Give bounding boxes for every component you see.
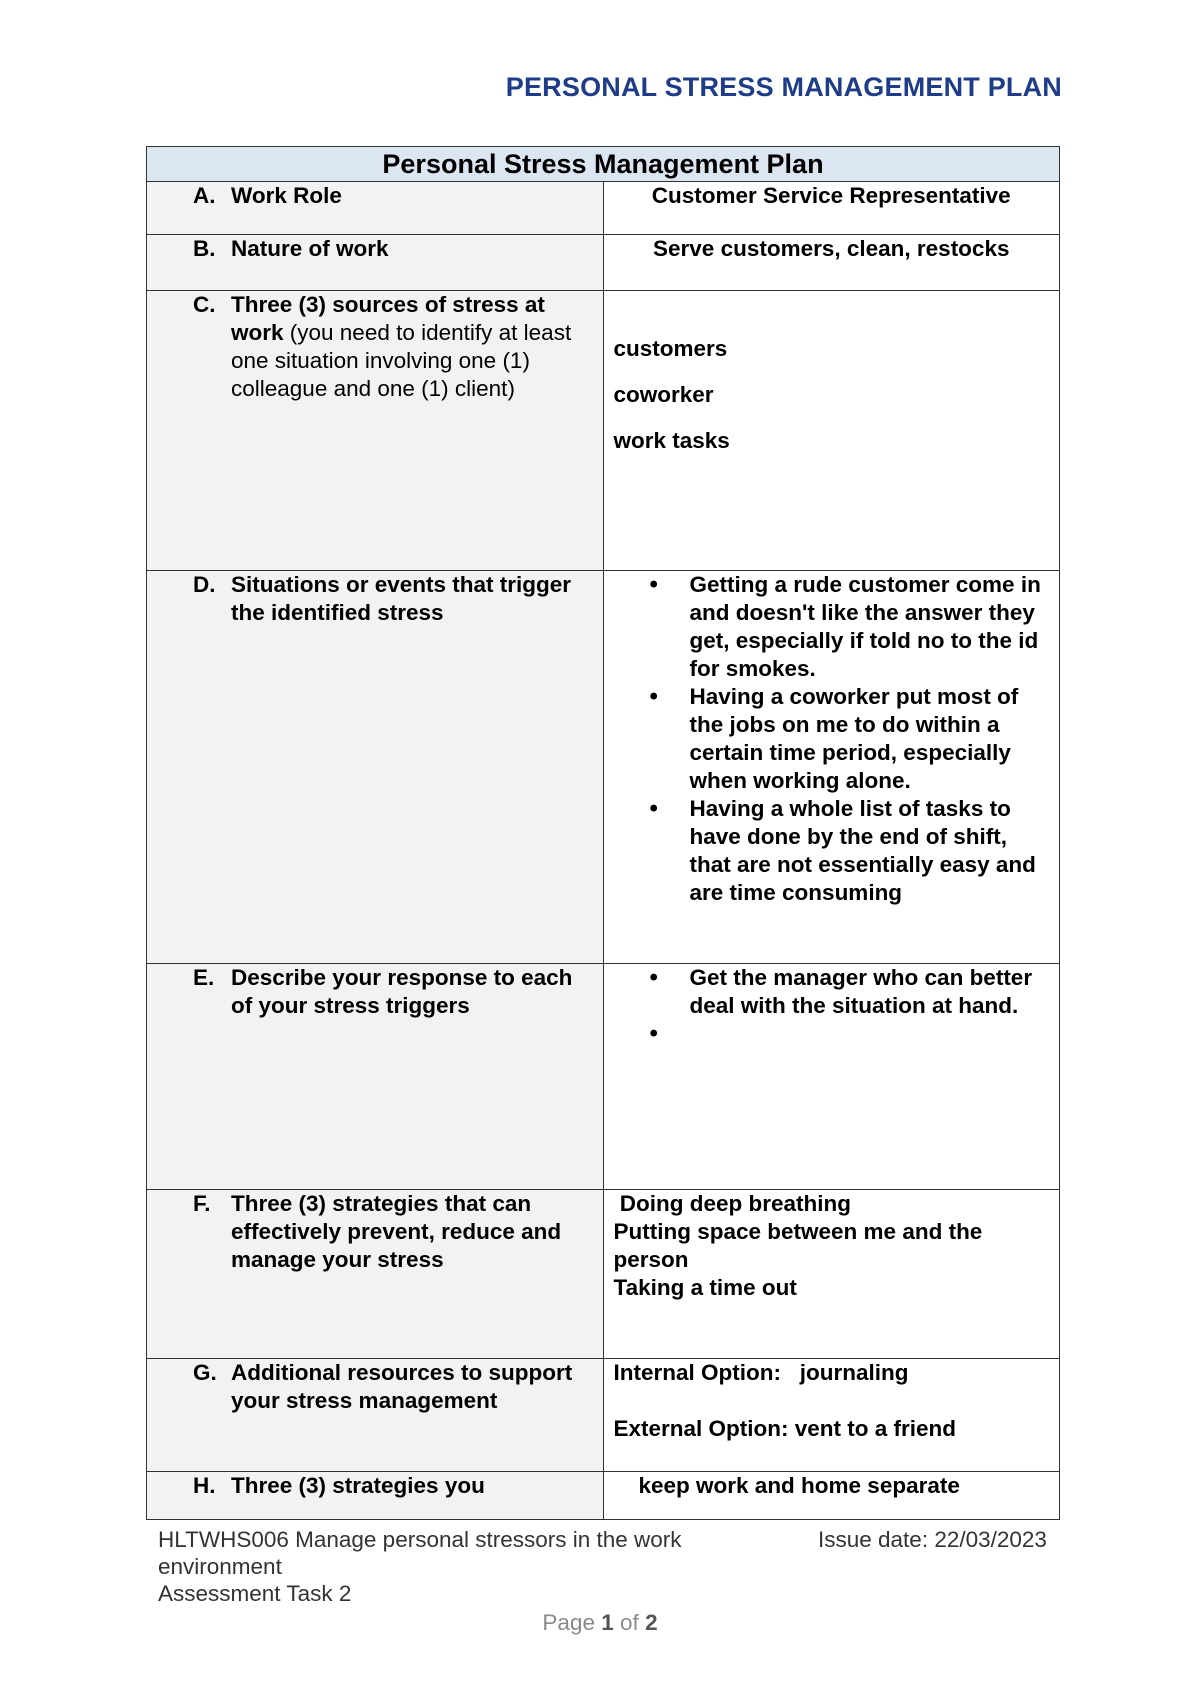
stress-plan-table xyxy=(146,146,1060,1520)
page-number xyxy=(0,1610,1200,1636)
boundary-strategy-value: keep work and home separate xyxy=(638,1473,960,1498)
table-row xyxy=(147,182,1060,235)
row-label: Additional resources to support your stress management xyxy=(231,1360,573,1413)
list-item: work tasks xyxy=(613,428,730,453)
row-label: Describe your response to each of your stress triggers xyxy=(231,965,573,1018)
list-item: Doing deep breathing xyxy=(613,1191,852,1216)
row-letter: H. xyxy=(193,1473,216,1498)
table-row xyxy=(147,1359,1060,1472)
row-label-cell xyxy=(147,964,604,1190)
page-prefix: Page xyxy=(542,1610,595,1635)
row-label-cell xyxy=(147,571,604,964)
row-value-cell xyxy=(603,964,1060,1190)
row-value-cell xyxy=(603,571,1060,964)
resources-list xyxy=(604,1359,1060,1443)
row-label-cell xyxy=(147,182,604,235)
row-label-cell xyxy=(147,1472,604,1520)
list-item: customers xyxy=(613,336,728,361)
table-row xyxy=(147,1472,1060,1520)
nature-of-work-value: Serve customers, clean, restocks xyxy=(653,236,1010,261)
row-label: Work Role xyxy=(231,183,342,208)
row-letter: F. xyxy=(193,1191,211,1216)
row-letter: A. xyxy=(193,183,216,208)
row-label-cell xyxy=(147,291,604,571)
row-value-cell xyxy=(603,1190,1060,1359)
row-value-cell xyxy=(603,182,1060,235)
list-item: • Having a whole list of tasks to have done by the end of shift, that are not essentially easy and are time consuming xyxy=(604,795,1050,907)
page-of: of xyxy=(620,1610,639,1635)
table-row xyxy=(147,1190,1060,1359)
table-title-row xyxy=(147,147,1060,182)
external-option: External Option: vent to a friend xyxy=(613,1416,957,1441)
responses-bullet-list xyxy=(604,964,1060,1048)
row-label: Nature of work xyxy=(231,236,389,261)
footer-unit-info xyxy=(158,1526,778,1607)
row-label-cell xyxy=(147,235,604,291)
table-row xyxy=(147,291,1060,571)
row-label: Three (3) strategies you xyxy=(231,1473,485,1498)
document-header-title: PERSONAL STRESS MANAGEMENT PLAN xyxy=(505,72,1062,102)
row-value-cell xyxy=(603,291,1060,571)
row-letter: B. xyxy=(193,236,216,261)
row-label-normal: (you need to identify at least one situation involving one (1) colleague and one (1) client) xyxy=(231,320,572,401)
list-item: • Having a coworker put most of the jobs on me to do within a certain time period, especially when working alone. xyxy=(604,683,1050,795)
row-label-cell xyxy=(147,1190,604,1359)
page-current: 1 xyxy=(601,1610,614,1635)
row-value-cell xyxy=(603,1472,1060,1520)
triggers-bullet-list xyxy=(604,571,1060,907)
list-item: coworker xyxy=(613,382,714,407)
list-item: Taking a time out xyxy=(613,1275,797,1300)
table-row xyxy=(147,571,1060,964)
footer-task: Assessment Task 2 xyxy=(158,1581,352,1606)
table-title: Personal Stress Management Plan xyxy=(147,147,1060,182)
row-label: Situations or events that trigger the identified stress xyxy=(231,572,572,625)
table-row xyxy=(147,964,1060,1190)
work-role-value: Customer Service Representative xyxy=(651,183,1011,208)
footer-issue-date: Issue date: 22/03/2023 xyxy=(818,1527,1047,1552)
row-value-cell xyxy=(603,1359,1060,1472)
footer-unit: HLTWHS006 Manage personal stressors in the work environment xyxy=(158,1527,682,1579)
list-item: Putting space between me and the person xyxy=(613,1219,983,1272)
row-letter: C. xyxy=(193,292,216,317)
list-item: • Getting a rude customer come in and doesn't like the answer they get, especially if told no to the id for smokes. xyxy=(604,571,1050,683)
row-label-cell xyxy=(147,1359,604,1472)
table-row xyxy=(147,235,1060,291)
strategies-list xyxy=(604,1190,1060,1302)
stress-sources-list xyxy=(604,291,1060,455)
row-value-cell xyxy=(603,235,1060,291)
list-item xyxy=(604,1020,1050,1048)
row-letter: G. xyxy=(193,1360,217,1385)
list-item: • Get the manager who can better deal with the situation at hand. xyxy=(604,964,1050,1020)
internal-option: Internal Option: journaling xyxy=(613,1360,909,1385)
row-label-bold: Three (3) sources of stress at work xyxy=(231,292,545,345)
page-total: 2 xyxy=(645,1610,658,1635)
row-letter: E. xyxy=(193,965,215,990)
row-letter: D. xyxy=(193,572,216,597)
row-label: Three (3) strategies that can effectively prevent, reduce and manage your stress xyxy=(231,1191,562,1272)
